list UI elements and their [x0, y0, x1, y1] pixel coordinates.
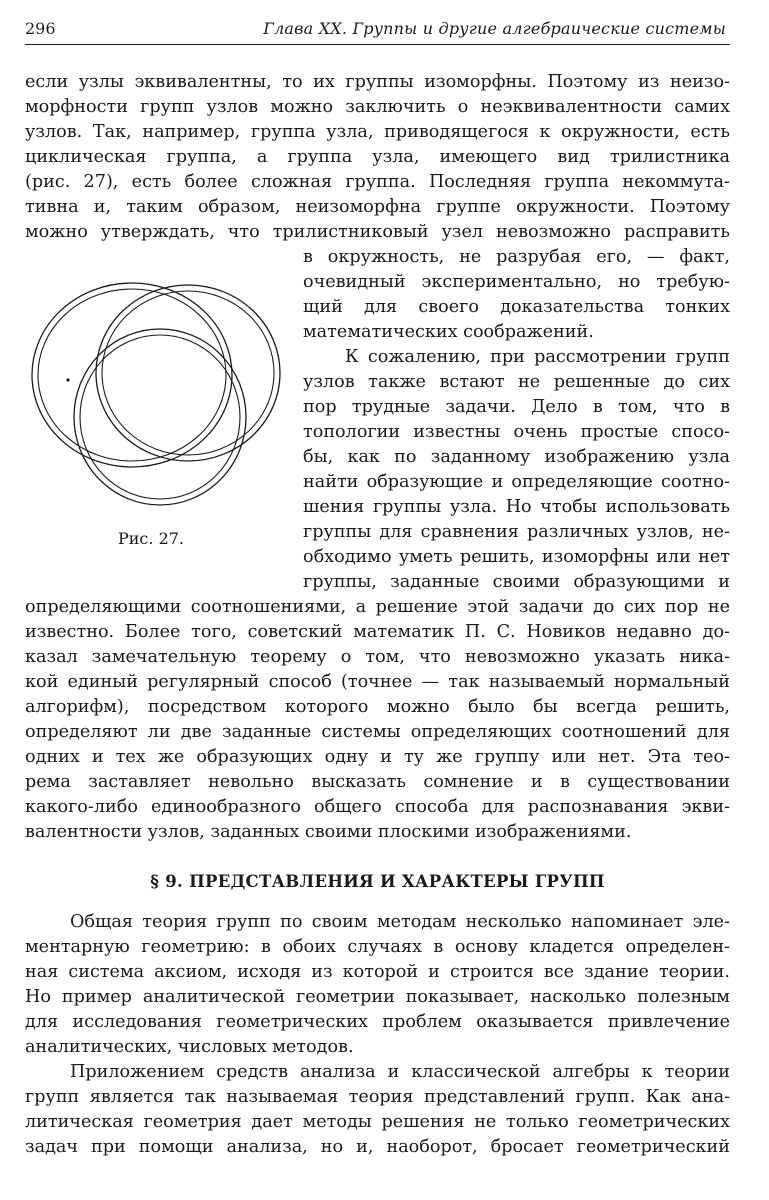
text-line: математических соображений.: [303, 322, 594, 342]
text-line: очевидный экспериментально, но требую-: [303, 272, 730, 292]
text-line: обходимо уметь решить, изоморфны или нет: [303, 547, 730, 567]
text-line: рема заставляет невольно высказать сомнение и в существовании: [25, 772, 730, 792]
text-line: К сожалению, при рассмотрении групп: [345, 347, 730, 367]
text-line: группы, заданные своими образующими и: [303, 572, 730, 592]
text-line: кой единый регулярный способ (точнее — так называемый нормальный: [25, 672, 730, 692]
trefoil-knot-figure: [20, 265, 290, 515]
text-line: узлов также встают не решенные до сих: [303, 372, 730, 392]
text-line: аналитических, числовых методов.: [25, 1037, 354, 1057]
page-number: 296: [25, 19, 56, 38]
text-line: топологии известны очень простые спосо-: [303, 422, 730, 442]
text-line: в окружность, не разрубая его, — факт,: [303, 247, 730, 267]
text-line: ная система аксиом, исходя из которой и строится все здание теории.: [25, 962, 730, 982]
section-heading: § 9. ПРЕДСТАВЛЕНИЯ И ХАРАКТЕРЫ ГРУПП: [150, 872, 605, 891]
page-header: [25, 16, 730, 45]
text-line: казал замечательную теорему о том, что невозможно указать ника-: [25, 647, 730, 667]
running-head: Глава XX. Группы и другие алгебраические системы: [263, 19, 726, 38]
text-line: алгорифм), посредством которого можно было бы всегда решить,: [25, 697, 730, 717]
text-line: определяют ли две заданные системы определяющих соотношений для: [25, 722, 730, 742]
figure-caption: Рис. 27.: [118, 529, 185, 548]
text-line: литическая геометрия дает методы решения не только геометрических: [25, 1112, 730, 1132]
text-line: ментарную геометрию: в обоих случаях в основу кладется определен-: [25, 937, 730, 957]
text-line: шения группы узла. Но чтобы использовать: [303, 497, 730, 517]
text-line: найти образующие и определяющие соотно-: [303, 472, 730, 492]
text-line: Общая теория групп по своим методам несколько напоминает эле-: [70, 912, 730, 932]
text-line: циклическая группа, а группа узла, имеющего вид трилистника: [25, 147, 730, 167]
text-line: морфности групп узлов можно заключить о неэквивалентности самих: [25, 97, 730, 117]
text-line: тивна и, таким образом, неизоморфна группе окружности. Поэтому: [25, 197, 730, 217]
text-line: щий для своего доказательства тонких: [303, 297, 730, 317]
text-line: Но пример аналитической геометрии показывает, насколько полезным: [25, 987, 730, 1007]
text-line: Приложением средств анализа и классической алгебры к теории: [70, 1062, 730, 1082]
text-line: задач при помощи анализа, но и, наоборот, бросает геометрический: [25, 1137, 730, 1157]
text-line: бы, как по заданному изображению узла: [303, 447, 730, 467]
text-line: (рис. 27), есть более сложная группа. Последняя группа некоммута-: [25, 172, 730, 192]
trefoil-knot-illustration: [20, 265, 290, 515]
text-line: какого-либо единообразного общего способа для распознавания экви-: [25, 797, 730, 817]
text-line: пор трудные задачи. Дело в том, что в: [303, 397, 730, 417]
text-line: если узлы эквивалентны, то их группы изоморфны. Поэтому из неизо-: [25, 72, 730, 92]
text-line: узлов. Так, например, группа узла, приводящегося к окружности, есть: [25, 122, 730, 142]
text-line: валентности узлов, заданных своими плоскими изображениями.: [25, 822, 632, 842]
text-line: можно утверждать, что трилистниковый узел невозможно расправить: [25, 222, 730, 242]
text-line: для исследования геометрических проблем оказывается привлечение: [25, 1012, 730, 1032]
text-line: группы для сравнения различных узлов, не-: [303, 522, 730, 542]
text-line: определяющими соотношениями, а решение этой задачи до сих пор не: [25, 597, 730, 617]
text-line: групп является так называемая теория представлений групп. Как ана-: [25, 1087, 730, 1107]
text-line: одних и тех же образующих одну и ту же группу или нет. Эта тео-: [25, 747, 730, 767]
text-line: известно. Более того, советский математик П. С. Новиков недавно до-: [25, 622, 730, 642]
